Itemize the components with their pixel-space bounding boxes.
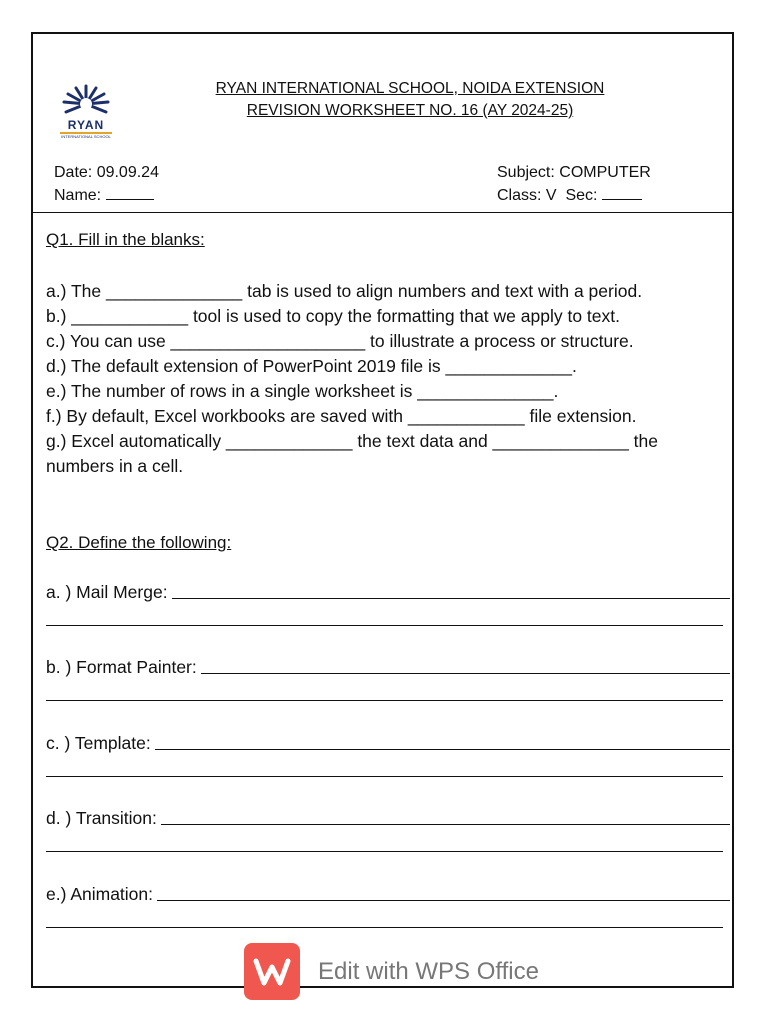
worksheet-title: REVISION WORKSHEET NO. 16 (AY 2024-25) <box>246 102 574 119</box>
q1-item-g-cont: numbers in a cell. <box>46 456 184 476</box>
wps-edit-link[interactable]: Edit with WPS Office <box>318 958 539 985</box>
q2-item-e <box>46 884 730 928</box>
q2-item-d <box>46 808 730 852</box>
q2-item-b <box>46 657 730 701</box>
answer-line <box>161 823 730 825</box>
answer-line <box>172 597 730 599</box>
logo-subtext: INTERNATIONAL SCHOOL <box>61 134 111 139</box>
q1-item-g: g.) Excel automatically _____________ the text data and ______________ the <box>46 431 659 451</box>
q1-item-a: a.) The ______________ tab is used to align numbers and text with a period. <box>46 281 643 301</box>
q2-item-a <box>46 582 730 626</box>
header-divider <box>31 212 734 213</box>
wps-logo-icon[interactable] <box>244 943 300 1000</box>
sec-blank <box>602 187 642 200</box>
q1-item-c: c.) You can use ____________________ to illustrate a process or structure. <box>46 331 634 351</box>
q1-item-b: b.) ____________ tool is used to copy the formatting that we apply to text. <box>46 306 620 326</box>
class-sec-field <box>497 187 642 205</box>
q2-label-a: a. ) Mail Merge: <box>46 582 168 602</box>
answer-line-2 <box>46 700 723 701</box>
answer-line <box>155 748 730 750</box>
school-name: RYAN INTERNATIONAL SCHOOL, NOIDA EXTENSION <box>215 80 605 97</box>
answer-line-2 <box>46 927 723 928</box>
q2-heading: Q2. Define the following: <box>46 533 232 552</box>
q1-heading: Q1. Fill in the blanks: <box>46 230 205 249</box>
answer-line <box>201 672 730 674</box>
q2-item-c <box>46 733 730 777</box>
q1-item-f: f.) By default, Excel workbooks are saved with ____________ file extension. <box>46 406 637 426</box>
q1-list <box>46 279 716 479</box>
sec-label: Sec: <box>565 187 598 204</box>
answer-line-2 <box>46 625 723 626</box>
q1-item-d: d.) The default extension of PowerPoint 2019 file is _____________. <box>46 356 577 376</box>
date-label: Date: 09.09.24 <box>54 164 159 181</box>
q2-label-b: b. ) Format Painter: <box>46 657 197 677</box>
school-logo <box>44 82 128 142</box>
ryan-sunburst-icon <box>44 82 128 118</box>
q1-item-e: e.) The number of rows in a single worksheet is ______________. <box>46 381 559 401</box>
class-label: Class: V <box>497 187 557 204</box>
answer-line <box>157 899 730 901</box>
subject-label: Subject: COMPUTER <box>497 164 651 181</box>
q2-label-e: e.) Animation: <box>46 884 153 904</box>
answer-line-2 <box>46 851 723 852</box>
q2-label-c: c. ) Template: <box>46 733 151 753</box>
answer-line-2 <box>46 776 723 777</box>
name-label: Name: <box>54 187 102 204</box>
logo-wordmark: RYAN <box>67 118 105 132</box>
q2-label-d: d. ) Transition: <box>46 808 157 828</box>
wps-w-icon <box>244 943 300 1000</box>
name-blank <box>106 187 154 200</box>
name-field <box>54 187 154 205</box>
